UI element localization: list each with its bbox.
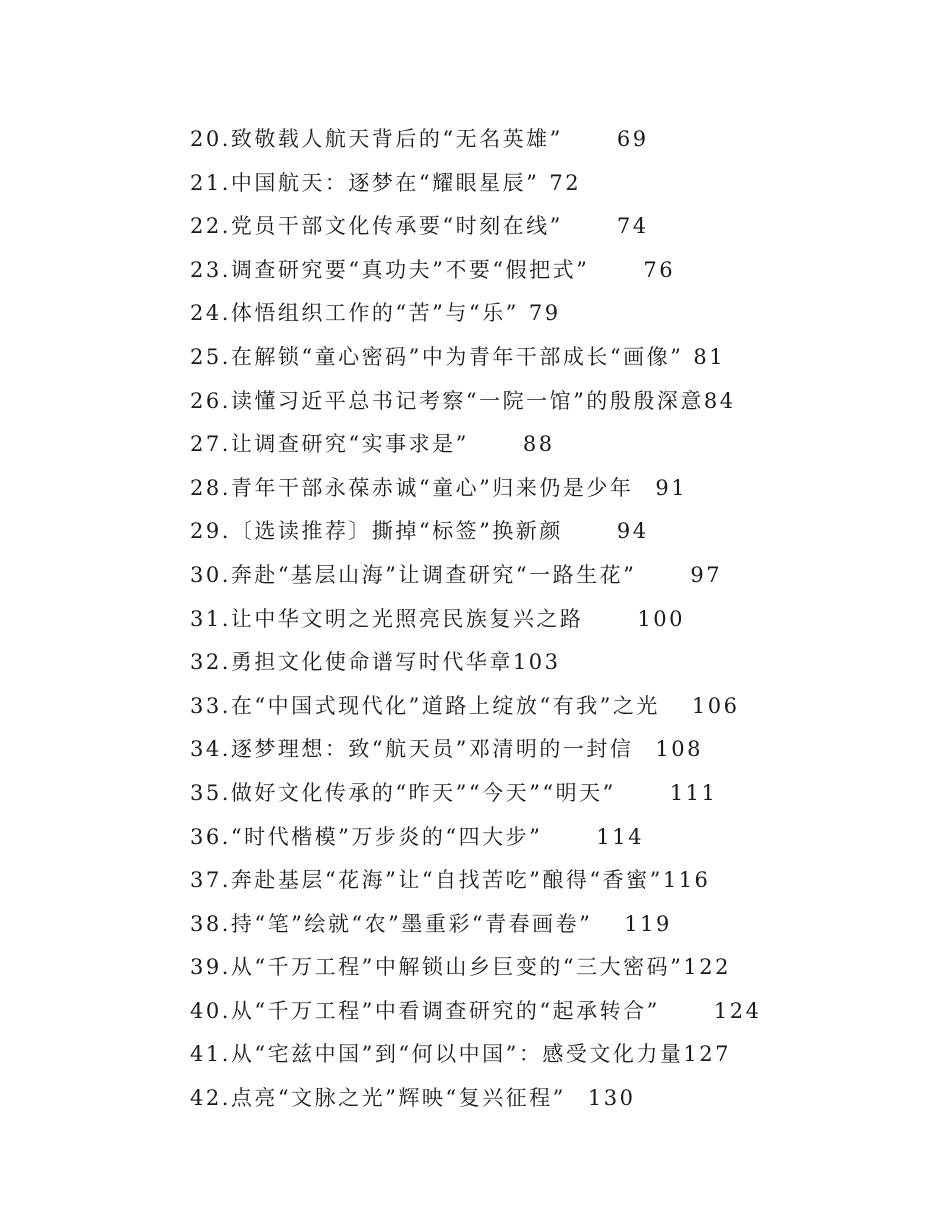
toc-entry <box>190 467 830 511</box>
toc-entry <box>190 598 830 642</box>
toc-entry-title: 27.让调查研究“实事求是” <box>190 432 469 457</box>
toc-entry-page-number: 84 <box>703 388 736 413</box>
toc-entry-page-number: 97 <box>690 562 723 587</box>
toc-entry <box>190 292 830 336</box>
toc-entry-title: 20.致敬载人航天背后的“无名英雄” <box>190 127 563 151</box>
toc-entry <box>190 946 830 990</box>
toc-entry-page-number: 76 <box>643 257 676 282</box>
toc-entry <box>190 641 830 685</box>
toc-entry-page-number: 94 <box>616 519 649 544</box>
toc-entry-title: 23.调查研究要“真功夫”不要“假把式” <box>190 257 590 282</box>
toc-entry <box>190 510 830 554</box>
toc-entry <box>190 336 830 380</box>
toc-entry-page-number: 106 <box>691 693 740 718</box>
toc-entry <box>190 772 830 816</box>
toc-entry-title: 30.奔赴“基层山海”让调查研究“一路生花” <box>190 562 637 587</box>
toc-entry <box>190 859 830 903</box>
table-of-contents <box>190 118 830 1121</box>
toc-entry-page-number: 122 <box>683 955 731 980</box>
toc-entry-title: 33.在“中国式现代化”道路上绽放“有我”之光 <box>190 693 660 718</box>
toc-entry <box>190 1033 830 1077</box>
toc-entry <box>190 816 830 860</box>
toc-entry-page-number: 119 <box>624 911 672 936</box>
toc-entry-page-number: 124 <box>713 998 762 1023</box>
toc-entry-page-number: 81 <box>693 344 726 369</box>
toc-entry-title: 37.奔赴基层“花海”让“自找苦吃”酿得“香蜜” <box>190 868 663 893</box>
toc-entry-title: 21.中国航天：逐梦在“耀眼星辰” <box>190 170 540 195</box>
toc-entry <box>190 554 830 598</box>
toc-entry <box>190 249 830 293</box>
toc-entry <box>190 380 830 424</box>
toc-entry <box>190 728 830 772</box>
toc-entry-page-number: 69 <box>616 127 649 151</box>
toc-entry <box>190 205 830 249</box>
toc-entry <box>190 118 830 162</box>
toc-entry-page-number: 100 <box>637 606 685 631</box>
toc-entry-page-number: 74 <box>616 214 649 239</box>
toc-entry <box>190 1077 830 1121</box>
toc-entry-title: 42.点亮“文脉之光”辉映“复兴征程” <box>190 1086 566 1111</box>
toc-entry-title: 38.持“笔”绘就“农”墨重彩“青春画卷” <box>190 911 593 936</box>
toc-entry <box>190 423 830 467</box>
toc-entry-title: 25.在解锁“童心密码”中为青年干部成长“画像” <box>190 344 684 369</box>
toc-entry-page-number: 72 <box>549 170 582 195</box>
toc-entry-title: 39.从“千万工程”中解锁山乡巨变的“三大密码” <box>190 955 684 980</box>
toc-entry-title: 41.从“宅兹中国”到“何以中国”：感受文化力量 <box>190 1042 684 1067</box>
toc-entry <box>190 162 830 206</box>
toc-entry-title: 36.“时代楷模”万步炎的“四大步” <box>190 824 543 849</box>
toc-entry-page-number: 111 <box>669 780 718 805</box>
toc-entry-page-number: 114 <box>596 824 644 849</box>
toc-entry-title: 28.青年干部永葆赤诚“童心”归来仍是少年 <box>190 475 634 500</box>
toc-entry <box>190 903 830 947</box>
toc-entry-page-number: 127 <box>683 1042 731 1067</box>
toc-entry-title: 40.从“千万工程”中看调查研究的“起承转合” <box>190 998 660 1023</box>
toc-entry-title: 32.勇担文化使命谱写时代华章 <box>190 650 513 675</box>
toc-entry-title: 29.〔选读推荐〕撕掉“标签”换新颜 <box>190 519 563 544</box>
toc-entry-title: 24.体悟组织工作的“苦”与“乐” <box>190 301 519 326</box>
toc-entry-title: 35.做好文化传承的“昨天”“今天”“明天” <box>190 780 616 805</box>
toc-entry-title: 26.读懂习近平总书记考察“一院一馆”的殷殷深意 <box>190 388 704 413</box>
toc-entry-page-number: 91 <box>655 475 688 500</box>
toc-entry-page-number: 88 <box>522 432 555 457</box>
toc-entry-title: 31.让中华文明之光照亮民族复兴之路 <box>190 606 584 631</box>
toc-entry-page-number: 116 <box>662 868 711 893</box>
toc-entry <box>190 990 830 1034</box>
toc-entry-title: 34.逐梦理想：致“航天员”邓清明的一封信 <box>190 737 634 762</box>
toc-entry <box>190 685 830 729</box>
toc-entry-page-number: 108 <box>655 737 703 762</box>
toc-entry-page-number: 103 <box>512 650 561 675</box>
toc-entry-page-number: 130 <box>587 1086 636 1111</box>
toc-entry-page-number: 79 <box>528 301 561 326</box>
toc-entry-title: 22.党员干部文化传承要“时刻在线” <box>190 214 563 239</box>
